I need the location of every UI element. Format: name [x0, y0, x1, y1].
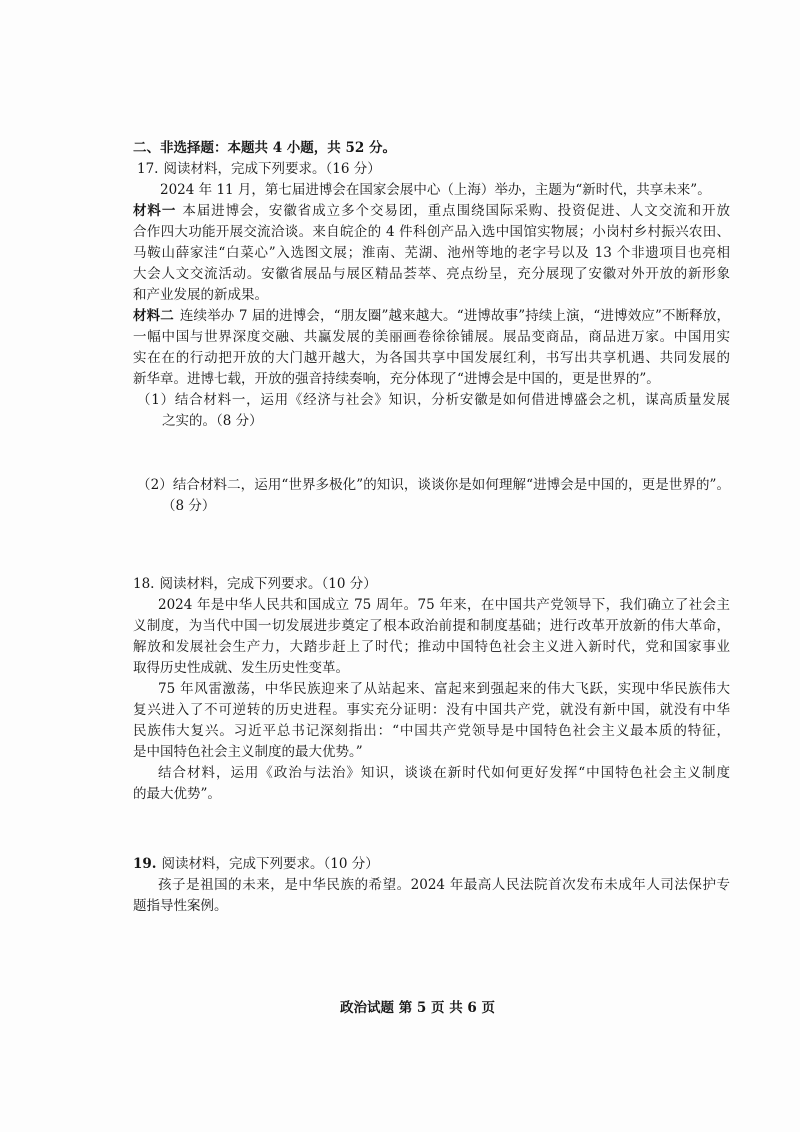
question-18-task-continuation: 的最大优势”。 [133, 785, 221, 802]
question-19-title [133, 854, 730, 875]
section-heading: 二、非选择题：本题共 4 小题，共 52 分。 [133, 139, 396, 156]
sub-question-number: （1） [137, 391, 175, 408]
sub-question-text: 结合材料二，运用“世界多极化”的知识，谈谈你是如何理解“进博会是中国的，更是世界的”。 [172, 476, 730, 493]
sub-question-text: 结合材料一，运用《经济与社会》知识，分析安徽是如何借进博盛会之机，谋高质量发展 [174, 391, 731, 408]
material-intro: 2024 年 11 月，第七届进博会在国家会展中心（上海）举办，主题为“新时代，共享未来”。 [160, 181, 711, 198]
paragraph-line: 75 年风雷激荡，中华民族迎来了从站起来、富起来到强起来的伟大飞跃，实现中华民族伟大 [158, 680, 730, 697]
sub-question-1 [137, 390, 730, 411]
material-2-line: 一幅中国与世界深度交融、共赢发展的美丽画卷徐徐铺展。展品变商品，商品进万家。中国用实 [133, 328, 730, 345]
question-18-block [133, 574, 730, 805]
material-1-text: 本届进博会，安徽省成立多个交易团，重点围绕国际采购、投资促进、人文交流和开放 [182, 202, 730, 219]
material-1-label: 材料一 [133, 202, 177, 219]
material-2-label: 材料二 [133, 307, 174, 324]
paragraph-line: 解放和发展社会生产力，大踏步赶上了时代；推动中国特色社会主义进入新时代，党和国家事业 [133, 638, 730, 655]
paragraph-line: 民族伟大复兴。习近平总书记深刻指出：“中国共产党领导是中国特色社会主义最本质的特征， [133, 722, 730, 739]
sub-question-2 [137, 475, 730, 496]
sub-question-1-continuation: 之实的。（8 分） [162, 412, 263, 429]
question-18-task: 结合材料，运用《政治与法治》知识，谈谈在新时代如何更好发挥“中国特色社会主义制度 [158, 764, 730, 781]
material-2-line: 实在在的行动把开放的大门越开越大，为各国共享中国发展红利，书写出共享机遇、共同发展的 [133, 349, 730, 366]
question-prompt: 阅读材料，完成下列要求。（10 分） [161, 855, 379, 872]
question-prompt: 阅读材料，完成下列要求。（10 分） [159, 575, 377, 592]
sub-question-2-block [133, 475, 730, 517]
question-18-title [133, 574, 730, 595]
material-2-text: 连续举办 7 届的进博会，“朋友圈”越来越大。“进博故事”持续上演，“进博效应”不断释放， [179, 307, 730, 324]
sub-question-2-score: （8 分） [162, 497, 216, 514]
sub-question-number: （2） [137, 476, 173, 493]
paragraph-line: 复兴进入了不可逆转的历史进程。事实充分证明：没有中国共产党，就没有新中国，就没有中华 [133, 701, 730, 718]
material-1-line: 大会人文交流活动。安徽省展品与展区精品荟萃、亮点纷呈，充分展现了安徽对外开放的新形象 [133, 265, 730, 282]
material-1-line: 合作四大功能开展交流洽谈。来自皖企的 4 件科创产品入选中国馆实物展；小岗村乡村振兴农田、 [133, 223, 730, 240]
material-1-line: 马鞍山薛家洼“白菜心”入选图文展；淮南、芜湖、池州等地的老字号以及 13 个非遗项目也亮相 [133, 244, 730, 261]
paragraph-line: 义制度，为当代中国一切发展进步奠定了根本政治前提和制度基础；进行改革开放新的伟大革命， [133, 617, 730, 634]
paragraph-line: 孩子是祖国的未来，是中华民族的希望。2024 年最高人民法院首次发布未成年人司法保护专 [158, 876, 730, 893]
material-1-line [133, 201, 730, 222]
paragraph-line: 取得历史性成就、发生历史性变革。 [133, 659, 349, 676]
paragraph-line: 是中国特色社会主义制度的最大优势。” [133, 743, 363, 760]
question-19-block [133, 854, 730, 917]
question-number: 17. [137, 160, 159, 177]
question-17-block [133, 138, 730, 432]
question-number: 19. [133, 855, 157, 872]
paragraph-line: 题指导性案例。 [133, 897, 228, 914]
paragraph-line: 2024 年是中华人民共和国成立 75 周年。75 年来，在中国共产党领导下，我们确立了社会主 [158, 596, 730, 613]
material-2-line: 新华章。进博七载，开放的强音持续奏响，充分体现了“进博会是中国的，更是世界的”。 [133, 370, 660, 387]
question-prompt: 阅读材料，完成下列要求。（16 分） [163, 160, 381, 177]
material-2-line [133, 306, 730, 327]
page-footer: 政治试题 第 5 页 共 6 页 [340, 1000, 495, 1016]
material-1-line: 和产业发展的新成果。 [133, 286, 268, 303]
question-number: 18. [133, 575, 155, 592]
question-17-title [137, 159, 730, 180]
